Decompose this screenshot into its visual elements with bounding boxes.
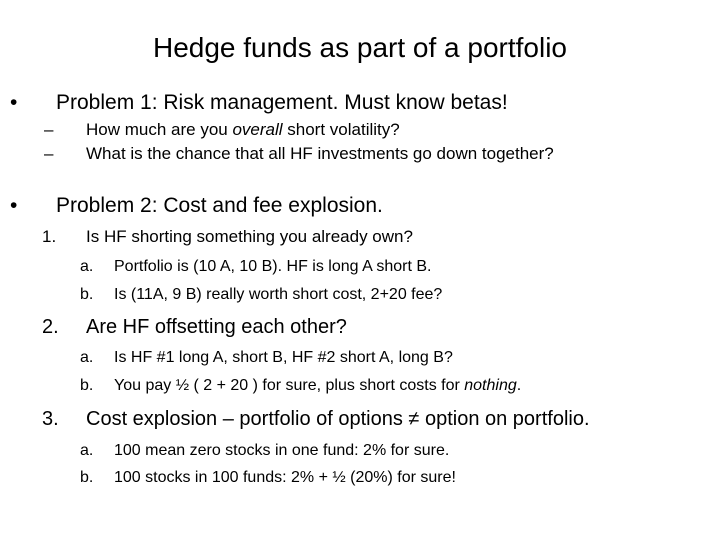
numbered-1-subitem-a: Portfolio is (10 A, 10 B). HF is long A short B. [114,258,432,275]
bullet-marker: • [10,91,18,114]
subitem-overall-volatility [86,119,400,141]
number-marker: 1. [42,227,57,246]
numbered-2-subitem-a: Is HF #1 long A, short B, HF #2 short A, long B? [114,349,453,366]
text-run: How much are you [86,120,233,139]
letter-marker: a. [80,258,94,275]
text-run: You pay ½ ( 2 + 20 ) for sure, plus short costs for [114,377,465,394]
numbered-2-subitem-b [114,375,521,397]
numbered-item-2: Are HF offsetting each other? [86,316,347,338]
emphasis-overall: overall [232,120,283,139]
numbered-1-subitem-b: Is (11A, 9 B) really worth short cost, 2+20 fee? [114,286,443,303]
numbered-item-3: Cost explosion – portfolio of options ≠ option on portfolio. [86,408,590,430]
text-run: . [516,377,522,394]
letter-marker: a. [80,349,94,366]
letter-marker: b. [80,469,94,486]
subitem-chance-down-together: What is the chance that all HF investments go down together? [86,144,554,163]
bullet-problem-2: Problem 2: Cost and fee explosion. [56,194,383,217]
emphasis-nothing: nothing [464,377,517,394]
bullet-marker: • [10,194,18,217]
letter-marker: b. [80,286,94,303]
numbered-3-subitem-a: 100 mean zero stocks in one fund: 2% for sure. [114,442,450,459]
dash-marker: – [44,120,54,139]
number-marker: 3. [42,408,59,430]
numbered-item-1: Is HF shorting something you already own? [86,227,413,246]
letter-marker: b. [80,377,94,394]
numbered-3-subitem-b: 100 stocks in 100 funds: 2% + ½ (20%) for sure! [114,469,456,486]
dash-marker: – [44,144,54,163]
bullet-problem-1: Problem 1: Risk management. Must know betas! [56,91,508,114]
slide-title: Hedge funds as part of a portfolio [152,32,568,63]
number-marker: 2. [42,316,59,338]
text-run: short volatility? [282,120,400,139]
letter-marker: a. [80,442,94,459]
